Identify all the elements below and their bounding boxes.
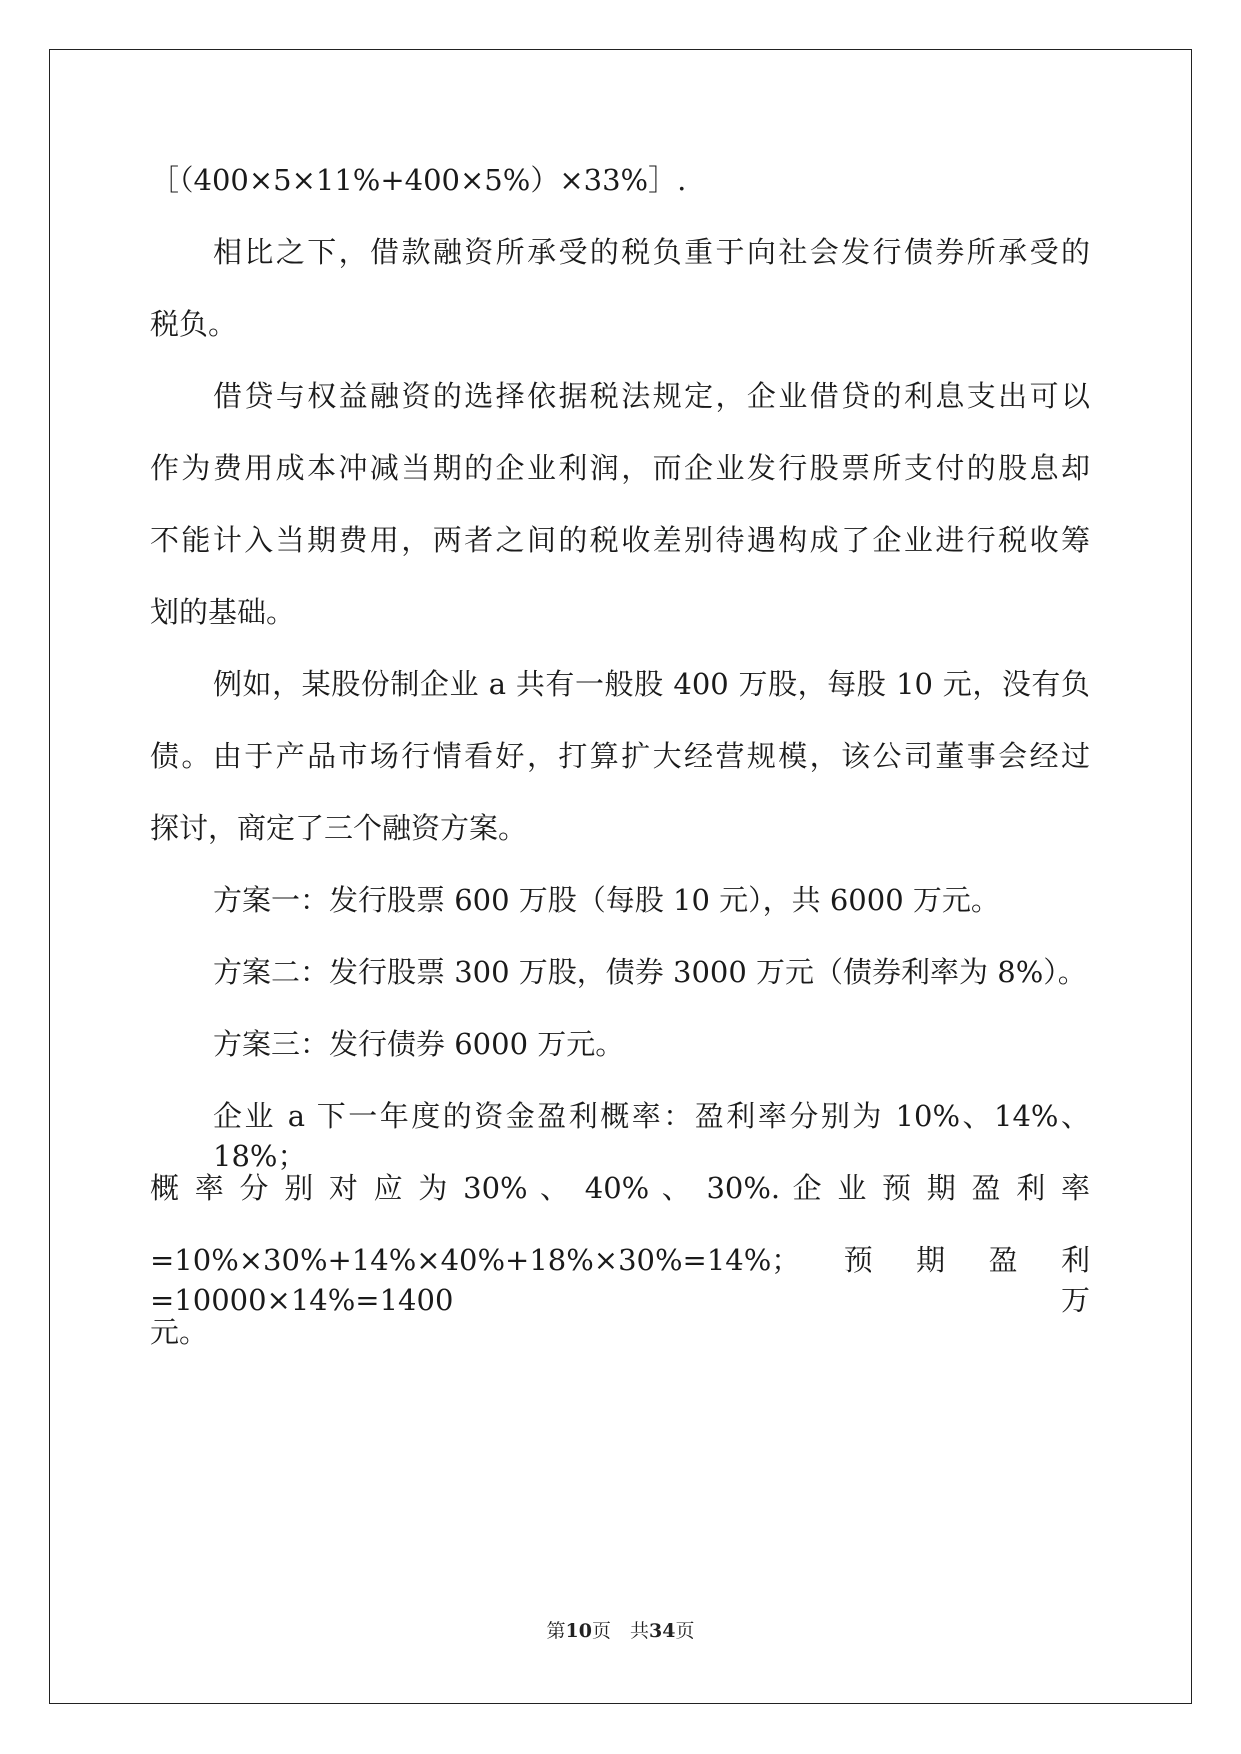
text-line-13: 方案三：发行债券 6000 万元。 bbox=[213, 1027, 625, 1061]
text-line-6: 不能计入当期费用，两者之间的税收差别待遇构成了企业进行税收筹 bbox=[150, 523, 1090, 557]
footer-middle: 页 共 bbox=[591, 1620, 649, 1642]
text-line-8: 例如，某股份制企业 a 共有一般股 400 万股，每股 10 元，没有负 bbox=[213, 667, 1090, 701]
text-line-15: 概 率 分 别 对 应 为 30% 、 40% 、 30%. 企 业 预 期 盈 利 率 bbox=[150, 1171, 1090, 1205]
text-line-11: 方案一：发行股票 600 万股（每股 10 元），共 6000 万元。 bbox=[213, 883, 1000, 917]
footer-suffix: 页 bbox=[675, 1620, 695, 1642]
total-page-count: 34 bbox=[649, 1620, 676, 1642]
text-line-7: 划的基础。 bbox=[150, 595, 296, 629]
text-line-4: 借贷与权益融资的选择依据税法规定，企业借贷的利息支出可以 bbox=[213, 379, 1090, 413]
text-line-14: 企业 a 下一年度的资金盈利概率：盈利率分别为 10%、14%、18%； bbox=[213, 1099, 1090, 1173]
text-line-17: 元。 bbox=[150, 1315, 209, 1349]
page-footer bbox=[0, 1616, 1241, 1643]
text-line-2: 相比之下，借款融资所承受的税负重于向社会发行债券所承受的 bbox=[213, 235, 1090, 269]
text-line-10: 探讨，商定了三个融资方案。 bbox=[150, 811, 528, 845]
current-page-number: 10 bbox=[565, 1620, 592, 1642]
text-line-1: ［（400×5×11%+400×5%）×33%］. bbox=[150, 163, 687, 197]
text-line-5: 作为费用成本冲减当期的企业利润，而企业发行股票所支付的股息却 bbox=[150, 451, 1090, 485]
text-line-12: 方案二：发行股票 300 万股，债券 3000 万元（债券利率为 8%）。 bbox=[213, 955, 1087, 989]
text-line-9: 债。由于产品市场行情看好，打算扩大经营规模，该公司董事会经过 bbox=[150, 739, 1090, 773]
footer-prefix: 第 bbox=[546, 1620, 566, 1642]
text-line-3: 税负。 bbox=[150, 307, 238, 341]
text-line-16: =10%×30%+14%×40%+18%×30%=14%；预期盈利=10000×14%=1400 万 bbox=[150, 1243, 1090, 1317]
page-border bbox=[49, 49, 1192, 1704]
